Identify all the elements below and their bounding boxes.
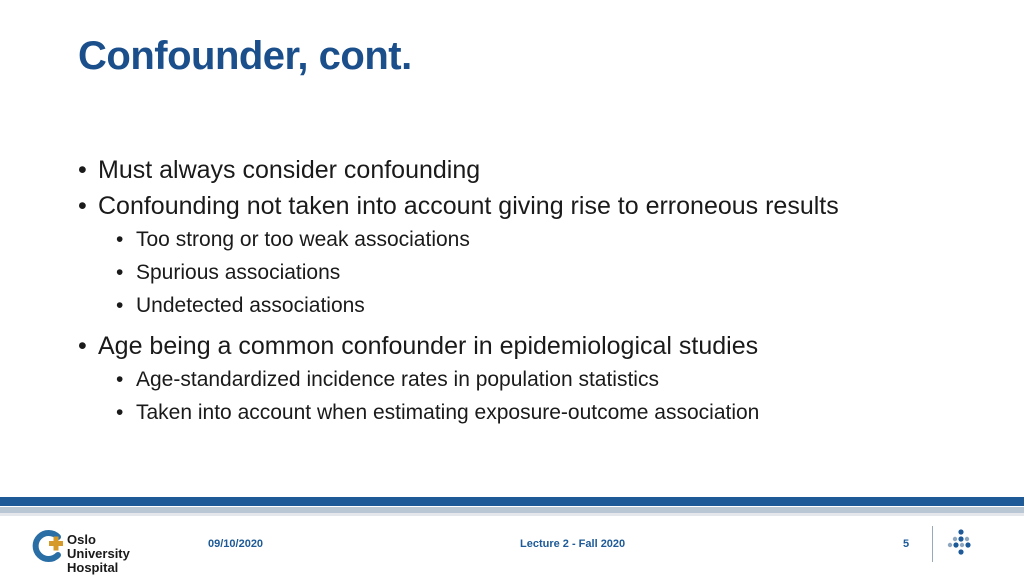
footer-band-dark [0,497,1024,506]
page-number: 5 [903,538,910,550]
hospital-logo [32,528,182,575]
footer-lecture: Lecture 2 - Fall 2020 [520,538,626,550]
bullet-3: • Age being a common confounder in epidemiological studies [78,331,978,361]
sub-bullet-2-2: • Spurious associations [78,260,978,286]
logo-line-2: University Hospital [67,546,130,575]
logo-icon [32,528,66,564]
dot-cluster-icon [946,528,976,558]
footer-separator [932,526,933,562]
footer-date: 09/10/2020 [208,538,264,550]
bullet-list [78,155,978,433]
footer [0,516,1024,576]
logo-line-1: Oslo [67,532,96,547]
sub-bullet-2-3: • Undetected associations [78,293,978,319]
bullet-1: • Must always consider confounding [78,155,978,185]
slide-title: Confounder, cont. [78,34,412,78]
sub-bullet-3-1: • Age-standardized incidence rates in population statistics [78,367,978,393]
bullet-2: • Confounding not taken into account giving rise to erroneous results [78,191,978,221]
sub-bullet-3-2: • Taken into account when estimating exposure-outcome association [78,400,978,426]
logo-text [67,533,182,575]
sub-bullet-2-1: • Too strong or too weak associations [78,227,978,253]
